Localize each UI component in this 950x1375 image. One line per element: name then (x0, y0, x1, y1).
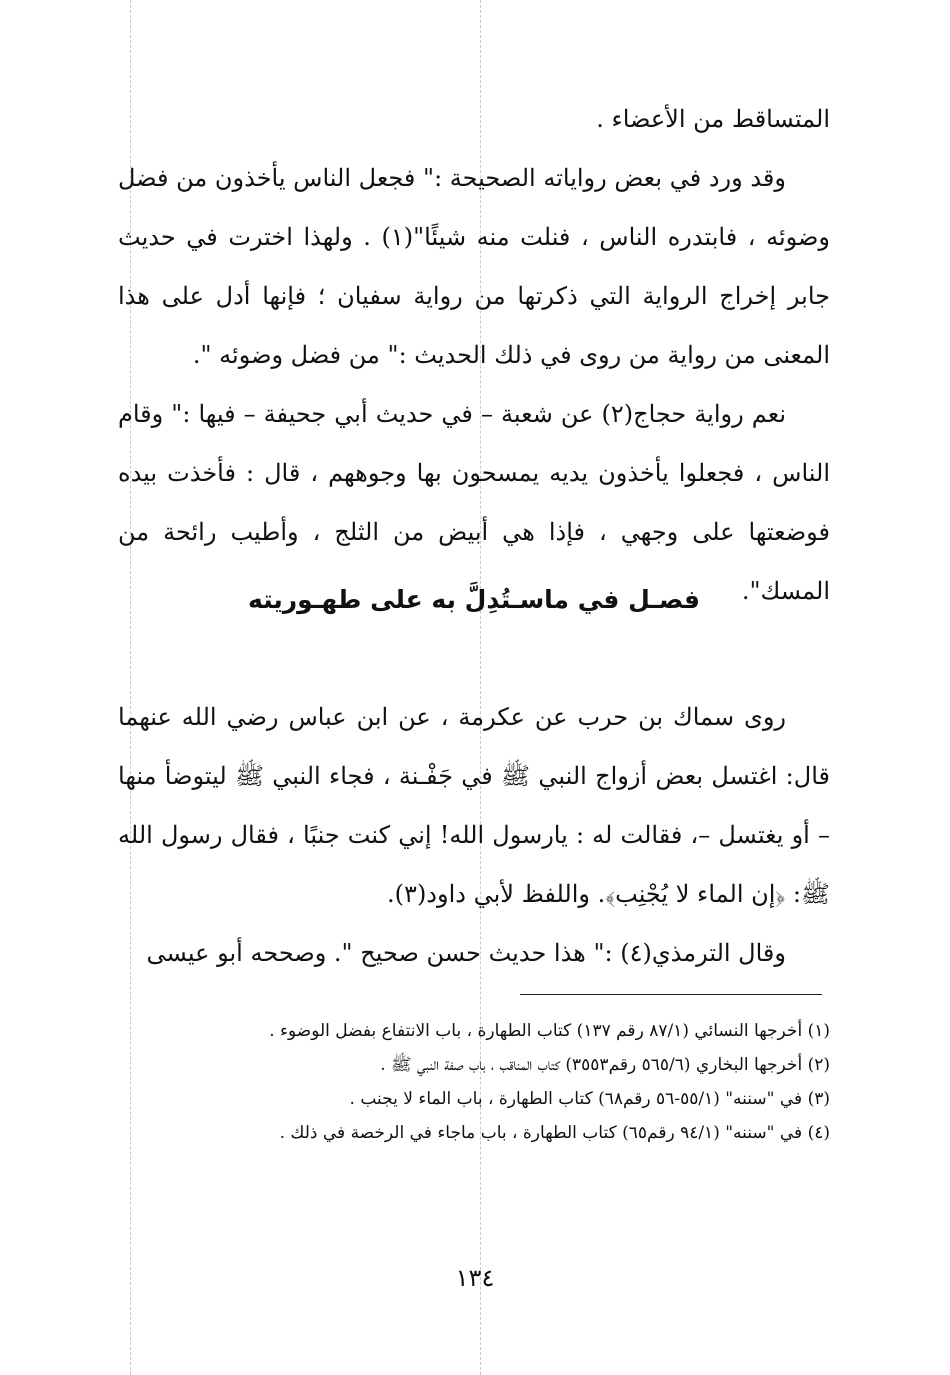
paragraph: روى سماك بن حرب عن عكرمة ، عن ابن عباس رضي الله عنهما قال: اغتسل بعض أزواج النبي ﷺ في جَفْـنة ، فجاء النبي ﷺ ليتوضأ منها – أو يغتسل –، فقالت له : يارسول الله! إني كنت جنبًا ، فقال رسول الله ﷺ: ﴿إن الماء لا يُجْنِب﴾. واللفظ لأبي داود(٣). (118, 703, 830, 908)
footnote: (١) أخرجها النسائي (٨٧/١ رقم ١٣٧) كتاب الطهارة ، باب الانتفاع بفضل الوضوء . (269, 1021, 830, 1041)
footnote: (٢) أخرجها البخاري (٥٦٥/٦ رقم٣٥٥٣) كتاب المناقب ، باب صفة النبي ﷺ . (380, 1055, 830, 1075)
footnotes (118, 1014, 830, 1150)
footnote: (٤) في "سننه" (٩٤/١ رقم٦٥) كتاب الطهارة ، باب ماجاء في الرخصة في ذلك . (279, 1123, 830, 1143)
section-heading: فصـل في ماسـتُدِلَّ به على طهـوريته (248, 585, 700, 614)
body-text-top (118, 90, 830, 621)
footnote: (٣) في "سننه" (٥٥/١-٥٦ رقم٦٨) كتاب الطهارة ، باب الماء لا يجنب . (349, 1089, 830, 1109)
body-text-bottom (118, 688, 830, 983)
paragraph: وقد ورد في بعض رواياته الصحيحة :" فجعل الناس يأخذون من فضل وضوئه ، فابتدره الناس ، فنلت منه شيئًا"(١) . ولهذا اخترت في حديث جابر إخراج الرواية التي ذكرتها من رواية سفيان ؛ فإنها أدل على هذا المعنى من رواية من روى في ذلك الحديث :" من فضل وضوئه ". (118, 164, 831, 369)
paragraph: نعم رواية حجاج(٢) عن شعبة – في حديث أبي جحيفة – فيها :" وقام الناس ، فجعلوا يأخذون يديه يمسحون بها وجوههم ، قال : فأخذت بيده فوضعتها على وجهي ، فإذا هي أبيض من الثلج ، وأطيب رائحة من المسك". (118, 400, 830, 605)
paragraph: وقال الترمذي(٤) :" هذا حديث حسن صحيح ". وصححه أبو عيسى (146, 939, 786, 967)
footnote-separator (520, 994, 822, 995)
paragraph: المتساقط من الأعضاء . (596, 105, 830, 133)
page-number: ١٣٤ (455, 1264, 495, 1292)
